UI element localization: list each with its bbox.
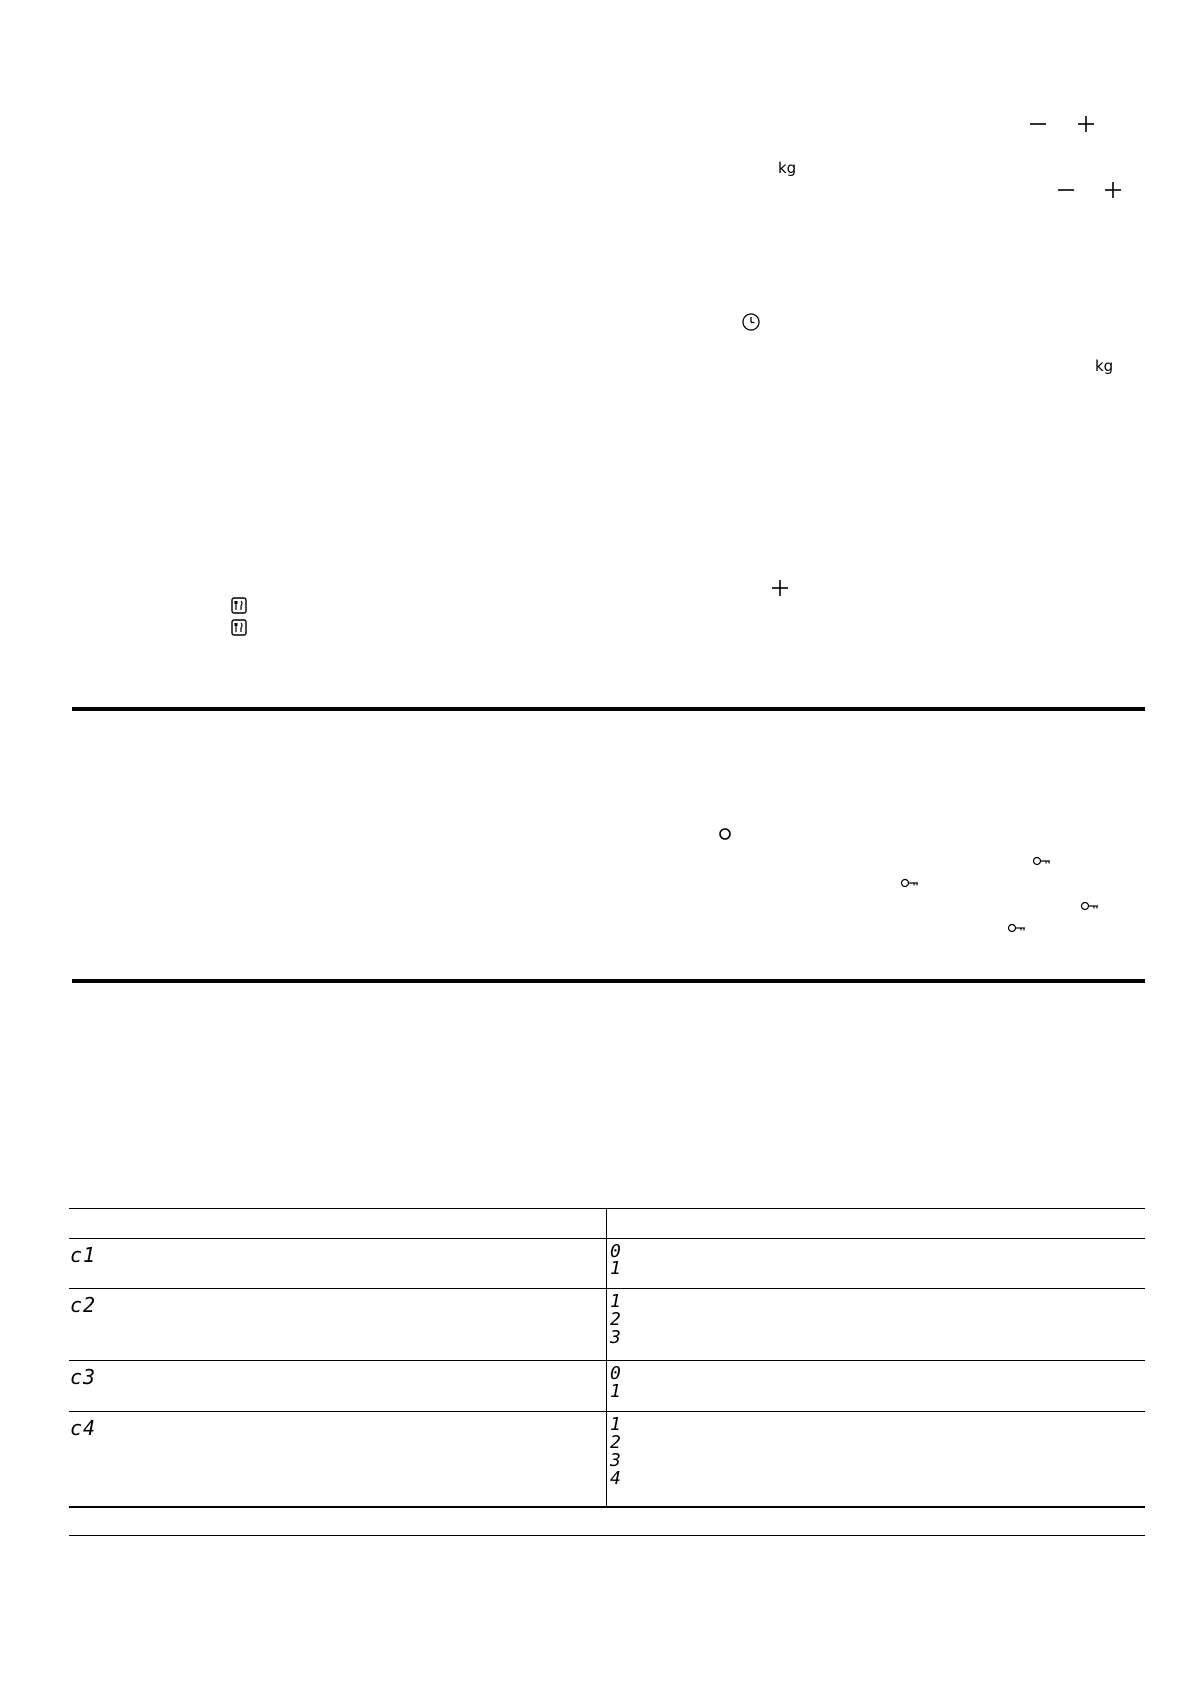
setting-value: 1 xyxy=(610,1414,621,1435)
cutlery-program-icon xyxy=(231,597,247,614)
clock-icon xyxy=(741,312,761,332)
setting-value: 0 xyxy=(610,1363,621,1384)
setting-value: 3 xyxy=(610,1450,621,1471)
setting-value: 1 xyxy=(610,1381,621,1402)
row-border xyxy=(69,1411,1145,1412)
setting-value: 2 xyxy=(610,1309,621,1330)
plus-icon xyxy=(1076,114,1096,134)
row-border xyxy=(69,1288,1145,1289)
key-icon xyxy=(1080,900,1100,912)
cutlery-program-icon xyxy=(231,619,247,636)
unit-kg: kg xyxy=(778,159,797,177)
minus-icon xyxy=(1056,180,1076,200)
table-top-border xyxy=(69,1208,1145,1209)
section-divider xyxy=(72,979,1145,983)
setting-code: c3 xyxy=(70,1365,97,1389)
setting-value: 1 xyxy=(610,1291,621,1312)
settings-table xyxy=(69,1208,1145,1538)
key-icon xyxy=(1032,855,1052,867)
unit-kg: kg xyxy=(1095,357,1114,375)
setting-value: 2 xyxy=(610,1432,621,1453)
table-footer-border xyxy=(69,1535,1145,1536)
key-icon xyxy=(900,877,920,889)
setting-code: c4 xyxy=(70,1416,97,1440)
setting-value: 3 xyxy=(610,1327,621,1348)
circle-icon xyxy=(718,827,732,841)
setting-value: 1 xyxy=(610,1258,621,1279)
plus-icon xyxy=(1103,180,1123,200)
setting-code: c1 xyxy=(70,1243,97,1267)
setting-value: 0 xyxy=(610,1241,621,1262)
minus-icon xyxy=(1028,114,1048,134)
key-icon xyxy=(1007,922,1027,934)
setting-code: c2 xyxy=(70,1293,97,1317)
section-divider xyxy=(72,707,1145,711)
row-border xyxy=(69,1360,1145,1361)
setting-value: 4 xyxy=(610,1468,621,1489)
table-header-border xyxy=(69,1238,1145,1239)
table-bottom-border xyxy=(69,1506,1145,1508)
plus-icon xyxy=(770,578,790,598)
column-divider xyxy=(606,1208,607,1506)
